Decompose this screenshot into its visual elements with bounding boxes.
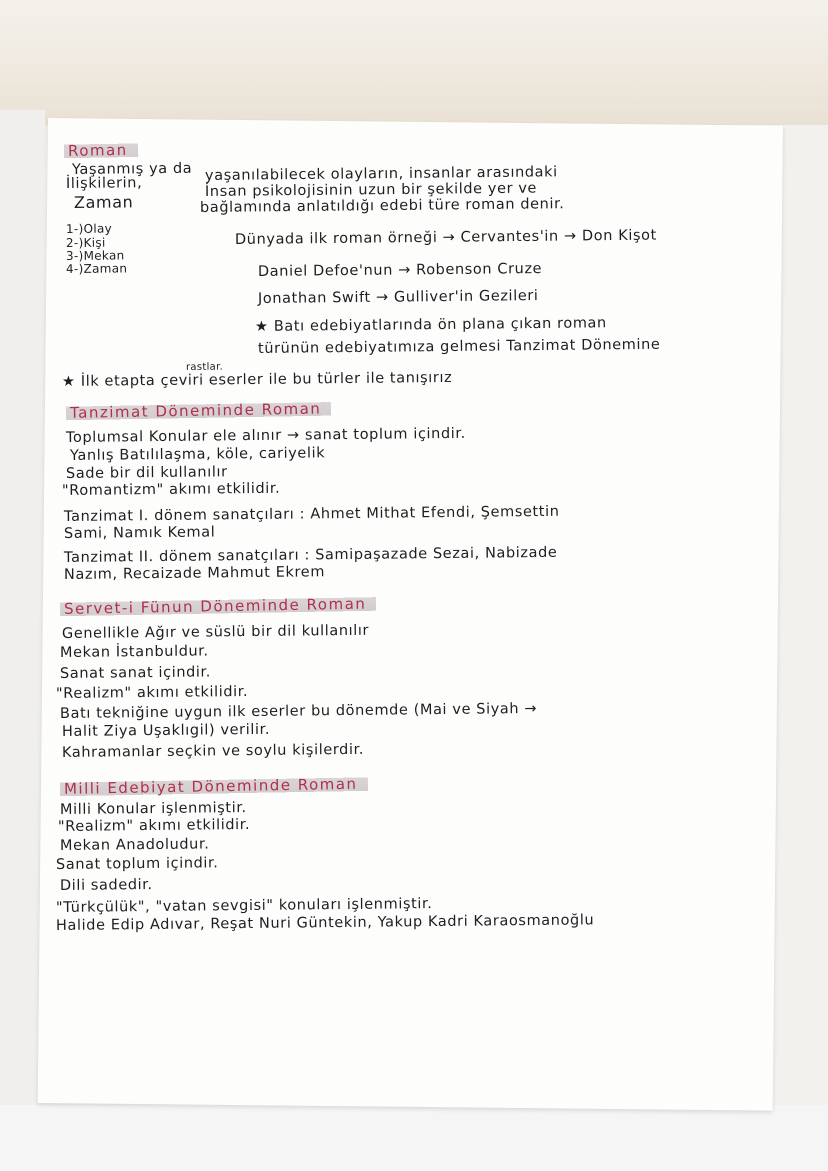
servetifunun-line: "Realizm" akımı etkilidir.	[55, 683, 249, 702]
tanzimat-line: Nazım, Recaizade Mahmut Ekrem	[63, 564, 326, 583]
note-line: rastlar.	[185, 361, 224, 373]
milli-line: Mekan Anadoludur.	[59, 836, 210, 854]
definition-line: yaşanılabilecek olayların, insanlar arasındaki	[204, 164, 558, 184]
milli-line: "Türkçülük", "vatan sevgisi" konuları işlenmiştir.	[55, 896, 433, 916]
bottom-background	[0, 1105, 828, 1171]
element-item: 1-)Olay	[65, 221, 113, 236]
section-heading-milli: Milli Edebiyat Döneminde Roman	[60, 775, 368, 798]
page-title: Roman	[64, 141, 138, 160]
tanzimat-line: Tanzimat II. dönem sanatçıları : Samipaşazade Sezai, Nabizade	[63, 544, 558, 566]
milli-line: "Realizm" akımı etkilidir.	[57, 816, 251, 835]
milli-line: Sanat toplum içindir.	[55, 855, 219, 873]
servetifunun-line: Sanat sanat içindir.	[59, 664, 212, 682]
tanzimat-line: Yanlış Batılılaşma, köle, cariyelik	[69, 445, 326, 464]
milli-line: Milli Konular işlenmiştir.	[59, 800, 247, 818]
example-line: Jonathan Swift → Gulliver'in Gezileri	[257, 288, 539, 307]
intro-left-line: Zaman	[73, 192, 134, 212]
tanzimat-line: Toplumsal Konular ele alınır → sanat toplum içindir.	[65, 425, 466, 446]
section-heading-tanzimat: Tanzimat Döneminde Roman	[66, 399, 332, 422]
table-background	[0, 0, 828, 125]
tanzimat-line: Sami, Namık Kemal	[63, 524, 216, 542]
note-line: ★ İlk etapta çeviri eserler ile bu türler ile tanışırız	[61, 369, 453, 390]
servetifunun-line: Batı tekniğine uygun ilk eserler bu dönemde (Mai ve Siyah →	[59, 701, 538, 722]
servetifunun-line: Kahramanlar seçkin ve soylu kişilerdir.	[61, 741, 365, 761]
tanzimat-line: "Romantizm" akımı etkilidir.	[61, 480, 281, 499]
element-item: 2-)Kişi	[65, 235, 106, 250]
servetifunun-line: Halit Ziya Uşaklıgil) verilir.	[61, 721, 271, 740]
definition-line: İnsan psikolojisinin uzun bir şekilde yer ve	[204, 180, 538, 200]
note-line: türünün edebiyatımıza gelmesi Tanzimat Dönemine	[257, 336, 661, 357]
example-line: Dünyada ilk roman örneği → Cervantes'in → Don Kişot	[234, 227, 657, 248]
servetifunun-line: Mekan İstanbuldur.	[59, 643, 209, 661]
intro-left-line: Yaşanmış ya da	[71, 160, 193, 178]
milli-line: Halide Edip Adıvar, Reşat Nuri Güntekin, Yakup Kadri Karaosmanoğlu	[55, 912, 595, 934]
element-item: 3-)Mekan	[65, 248, 125, 263]
note-line: ★ Batı edebiyatlarında ön plana çıkan roman	[254, 315, 607, 335]
element-item: 4-)Zaman	[65, 261, 128, 276]
intro-left-line: İlişkilerin,	[65, 175, 143, 192]
milli-line: Dili sadedir.	[59, 877, 153, 894]
section-heading-servetifunun: Servet-i Fünun Döneminde Roman	[60, 594, 377, 618]
servetifunun-line: Genellikle Ağır ve süslü bir dil kullanılır	[61, 622, 370, 642]
example-line: Daniel Defoe'nun → Robenson Cruze	[257, 261, 543, 280]
tanzimat-line: Tanzimat I. dönem sanatçıları : Ahmet Mithat Efendi, Şemsettin	[63, 503, 560, 525]
tanzimat-line: Sade bir dil kullanılır	[65, 464, 228, 482]
definition-line: bağlamında anlatıldığı edebi türe roman denir.	[199, 196, 565, 216]
